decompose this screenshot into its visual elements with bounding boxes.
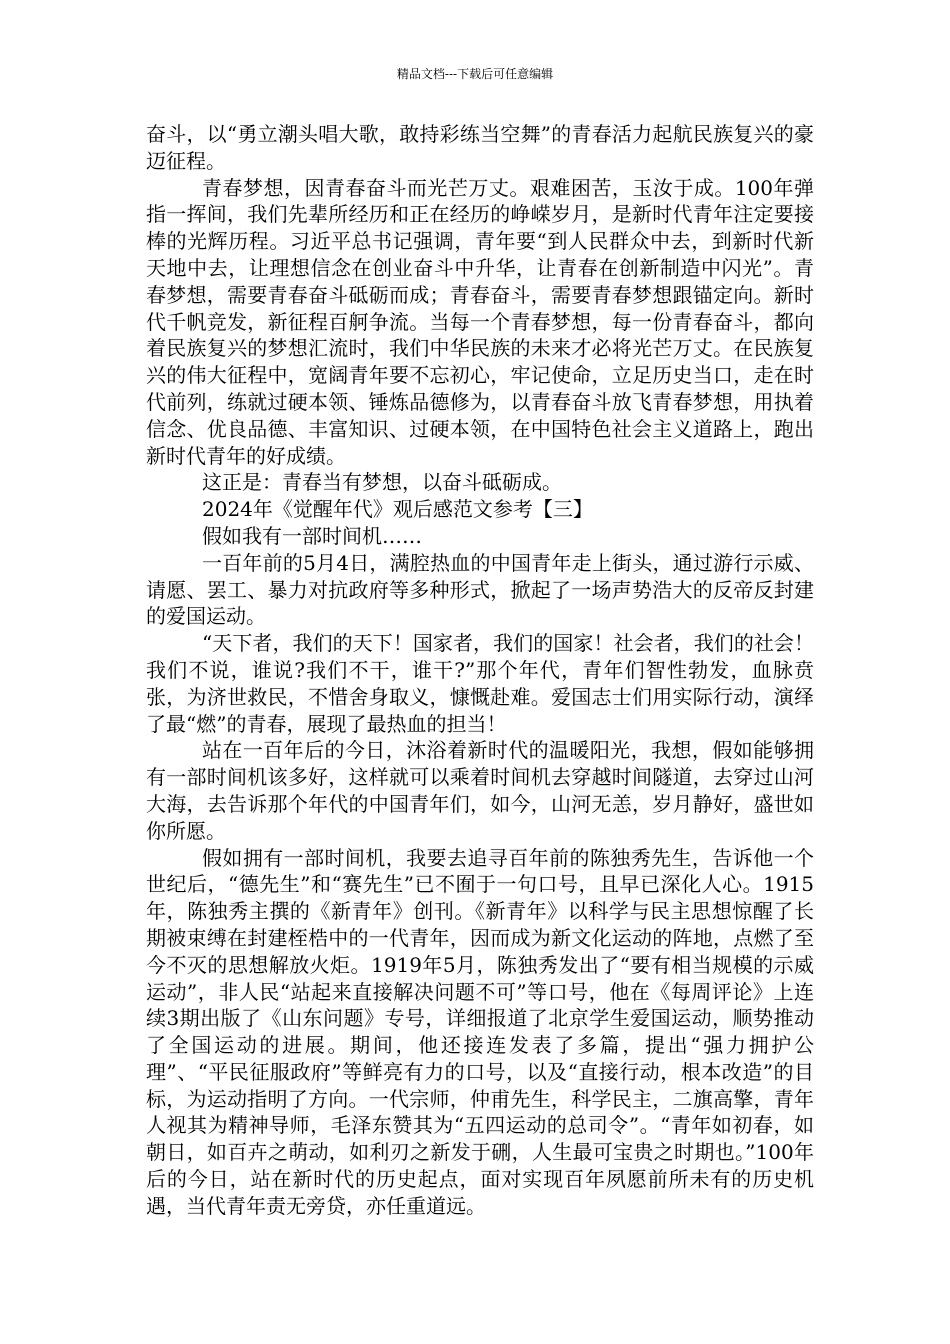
paragraph-3: 这正是：青春当有梦想，以奋斗砥砺成。 xyxy=(202,470,562,495)
paragraph-1: 奋斗，以“勇立潮头唱大歌，敢持彩练当空舞”的青春活力起航民族复兴的豪迈征程。 xyxy=(146,122,814,173)
paragraph-2: 青春梦想，因青春奋斗而光芒万丈。艰难困苦，玉汝于成。100年弹指一挥间，我们先辈所经历和正在经历的峥嵘岁月，是新时代青年注定要接棒的光辉历程。习近平总书记强调，青年要“到人民群众中去，到新时代新天地中去，让理想信念在创业奋斗中升华，让青春在创新制造中闪光”。青春梦想，需要青春奋斗砥砺而成；青春奋斗，需要青春梦想跟锚定向。新时代千帆竞发，新征程百舸争流。当每一个青春梦想，每一份青春奋斗，都向着民族复兴的梦想汇流时，我们中华民族的未来才必将光芒万丈。在民族复兴的伟大征程中，宽阔青年要不忘初心，牢记使命，立足历史当口，走在时代前列，练就过硬本领、锤炼品德修为，以青春奋斗放飞青春梦想，用执着信念、优良品德、丰富知识、过硬本领，在中国特色社会主义道路上，跑出新时代青年的好成绩。 xyxy=(146,175,814,468)
section-title: 2024年《觉醒年代》观后感范文参考【三】 xyxy=(202,497,593,522)
paragraph-5: 假如我有一部时间机…… xyxy=(202,523,422,548)
paragraph-6: 一百年前的5月4日，满腔热血的中国青年走上街头，通过游行示威、请愿、罢工、暴力对抗政府等多种形式，掀起了一场声势浩大的反帝反封建的爱国运动。 xyxy=(146,550,814,629)
paragraph-9: 假如拥有一部时间机，我要去追寻百年前的陈独秀先生，告诉他一个世纪后，“德先生”和“赛先生”已不囿于一句口号，且早已深化人心。1915年，陈独秀主撰的《新青年》创刊。《新青年》以科学与民主思想惊醒了长期被束缚在封建桎梏中的一代青年，因而成为新文化运动的阵地，点燃了至今不灭的思想解放火炬。1919年5月，陈独秀发出了“要有相当规模的示威运动”，非人民“站起来直接解决问题不可”等口号，他在《每周评论》上连续3期出版了《山东问题》专号，详细报道了北京学生爱国运动，顺势推动了全国运动的进展。期间，他还接连发表了多篇，提出“强力拥护公理”、“平民征服政府”等鲜亮有力的口号，以及“直接行动，根本改造”的目标，为运动指明了方向。一代宗师，仲甫先生，科学民主，二旗高擎，青年人视其为精神导师，毛泽东赞其为“五四运动的总司令”。“青年如初春，如朝日，如百卉之萌动，如利刃之新发于硎，人生最可宝贵之时期也。”100年后的今日，站在新时代的历史起点，面对实现百年夙愿前所未有的历史机遇，当代青年责无旁贷，亦任重道远。 xyxy=(146,845,814,1218)
paragraph-7: “天下者，我们的天下！国家者，我们的国家！社会者，我们的社会！我们不说，谁说?我们不干，谁干?”那个年代，青年们智性勃发，血脉贲张，为济世救民，不惜舍身取义，慷慨赴难。爱国志士们用实际行动，演绎了最“燃”的青春，展现了最热血的担当！ xyxy=(146,631,814,736)
document-body xyxy=(146,121,814,1220)
page-header: 精品文档---下载后可任意编辑 xyxy=(396,67,554,81)
paragraph-8: 站在一百年后的今日，沐浴着新时代的温暖阳光，我想，假如能够拥有一部时间机该多好，这样就可以乘着时间机去穿越时间隧道，去穿过山河大海，去告诉那个年代的中国青年们，如今，山河无恙，岁月静好，盛世如你所愿。 xyxy=(146,738,814,843)
